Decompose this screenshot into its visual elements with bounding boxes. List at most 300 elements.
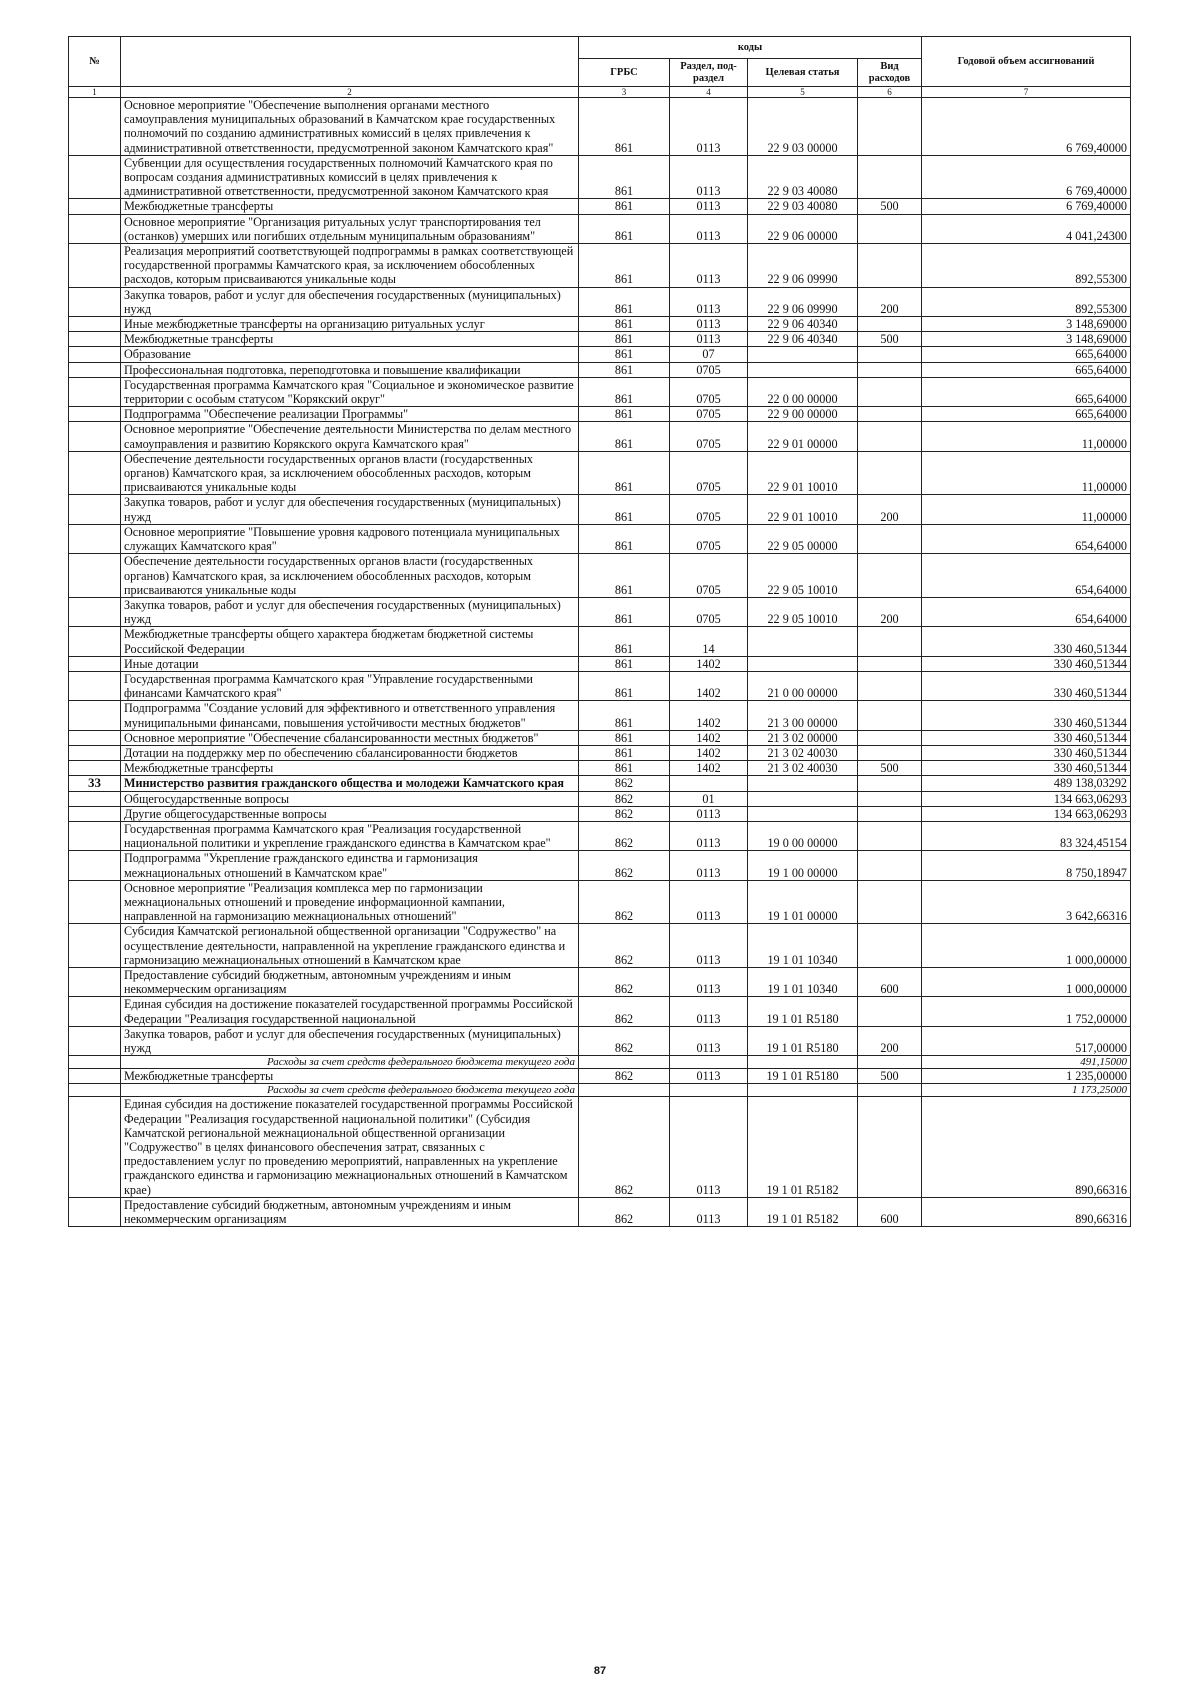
row-vid-rashodov: 200 (858, 287, 922, 316)
row-number (69, 422, 121, 451)
row-grbs: 861 (579, 377, 670, 406)
row-vid-rashodov (858, 656, 922, 671)
row-amount: 330 460,51344 (922, 627, 1131, 656)
row-razdel: 0113 (670, 1097, 748, 1197)
row-name: Профессиональная подготовка, переподготовка и повышение квалификации (121, 362, 579, 377)
row-tselevaya: 21 0 00 00000 (748, 671, 858, 700)
row-amount: 6 769,40000 (922, 98, 1131, 156)
table-row (69, 422, 1131, 451)
row-tselevaya: 21 3 00 00000 (748, 701, 858, 730)
row-grbs (579, 1056, 670, 1069)
row-tselevaya: 21 3 02 40030 (748, 761, 858, 776)
row-number (69, 730, 121, 745)
row-tselevaya (748, 347, 858, 362)
row-amount: 517,00000 (922, 1026, 1131, 1055)
row-amount: 6 769,40000 (922, 199, 1131, 214)
row-tselevaya: 22 9 01 10010 (748, 451, 858, 495)
row-name: Подпрограмма "Создание условий для эффективного и ответственного управления муниципальными финансами, повышения устойчивости местных бюджетов" (121, 701, 579, 730)
row-number (69, 1026, 121, 1055)
header-vid: Вид расходов (858, 59, 922, 87)
row-vid-rashodov (858, 880, 922, 924)
row-razdel: 0113 (670, 997, 748, 1026)
row-grbs: 862 (579, 851, 670, 880)
row-razdel: 0113 (670, 98, 748, 156)
row-tselevaya: 22 9 06 09990 (748, 244, 858, 288)
row-number (69, 244, 121, 288)
row-grbs: 862 (579, 776, 670, 791)
row-tselevaya: 22 9 05 10010 (748, 554, 858, 598)
row-number (69, 1084, 121, 1097)
row-vid-rashodov (858, 730, 922, 745)
table-row (69, 1026, 1131, 1055)
row-number (69, 967, 121, 996)
row-tselevaya: 19 1 01 R5182 (748, 1097, 858, 1197)
row-razdel: 0705 (670, 524, 748, 553)
row-amount: 134 663,06293 (922, 806, 1131, 821)
table-row (69, 1197, 1131, 1226)
table-row (69, 287, 1131, 316)
row-tselevaya (748, 656, 858, 671)
row-vid-rashodov (858, 1084, 922, 1097)
row-number (69, 362, 121, 377)
row-grbs: 861 (579, 745, 670, 760)
row-number (69, 347, 121, 362)
table-body (69, 98, 1131, 1227)
row-amount: 1 000,00000 (922, 924, 1131, 968)
row-amount: 330 460,51344 (922, 745, 1131, 760)
row-name: Министерство развития гражданского общества и молодежи Камчатского края (121, 776, 579, 791)
row-vid-rashodov (858, 554, 922, 598)
row-amount: 330 460,51344 (922, 656, 1131, 671)
row-number (69, 287, 121, 316)
row-razdel: 0113 (670, 317, 748, 332)
header-num: 3 (579, 87, 670, 98)
row-number (69, 806, 121, 821)
row-grbs: 862 (579, 791, 670, 806)
row-name: Основное мероприятие "Организация ритуальных услуг транспортирования тел (останков) умерших или погибших отдельным муниципальным образованиям" (121, 214, 579, 243)
row-vid-rashodov (858, 806, 922, 821)
row-number (69, 554, 121, 598)
row-amount: 330 460,51344 (922, 761, 1131, 776)
row-razdel: 1402 (670, 761, 748, 776)
row-tselevaya: 22 0 00 00000 (748, 377, 858, 406)
table-row (69, 407, 1131, 422)
row-name: Расходы за счет средств федерального бюджета текущего года (121, 1084, 579, 1097)
row-name: Основное мероприятие "Реализация комплекса мер по гармонизации межнациональных отношений и проведение информационной кампании, направленной на гармонизацию межнациональных отношений" (121, 880, 579, 924)
row-amount: 1 752,00000 (922, 997, 1131, 1026)
row-number (69, 451, 121, 495)
row-razdel: 0113 (670, 199, 748, 214)
row-name: Обеспечение деятельности государственных органов власти (государственных органов) Камчатского края, за исключением обособленных расходов, которым присваиваются уникальные коды (121, 554, 579, 598)
row-grbs: 862 (579, 997, 670, 1026)
row-number (69, 377, 121, 406)
row-vid-rashodov: 600 (858, 1197, 922, 1226)
row-razdel: 1402 (670, 701, 748, 730)
row-amount: 654,64000 (922, 597, 1131, 626)
row-razdel (670, 776, 748, 791)
row-name: Государственная программа Камчатского края "Реализация государственной национальной политики и укрепление гражданского единства в Камчатском крае" (121, 821, 579, 850)
row-amount: 330 460,51344 (922, 701, 1131, 730)
row-grbs: 862 (579, 821, 670, 850)
row-vid-rashodov (858, 377, 922, 406)
row-vid-rashodov (858, 407, 922, 422)
row-number (69, 1097, 121, 1197)
row-razdel: 1402 (670, 656, 748, 671)
row-tselevaya: 19 1 01 10340 (748, 967, 858, 996)
row-vid-rashodov (858, 671, 922, 700)
row-tselevaya: 22 9 06 40340 (748, 317, 858, 332)
table-row (69, 332, 1131, 347)
row-name: Межбюджетные трансферты (121, 1069, 579, 1084)
budget-table (68, 36, 1131, 1227)
row-grbs: 861 (579, 347, 670, 362)
row-name: Основное мероприятие "Обеспечение выполнения органами местного самоуправления муниципальных образований в Камчатском крае государственных полномочий по созданию административных комиссий в целях привлечения к административной ответственности, предусмотренной законом Камчатского края" (121, 98, 579, 156)
row-vid-rashodov (858, 745, 922, 760)
row-tselevaya: 22 9 05 10010 (748, 597, 858, 626)
row-razdel: 0113 (670, 851, 748, 880)
row-name: Предоставление субсидий бюджетным, автономным учреждениям и иным некоммерческим организациям (121, 1197, 579, 1226)
row-grbs: 861 (579, 362, 670, 377)
table-row (69, 377, 1131, 406)
row-name: Закупка товаров, работ и услуг для обеспечения государственных (муниципальных) нужд (121, 287, 579, 316)
row-name: Межбюджетные трансферты общего характера бюджетам бюджетной системы Российской Федерации (121, 627, 579, 656)
row-number (69, 332, 121, 347)
row-name: Дотации на поддержку мер по обеспечению сбалансированности бюджетов (121, 745, 579, 760)
row-number: 33 (69, 776, 121, 791)
row-number (69, 924, 121, 968)
row-razdel: 0113 (670, 214, 748, 243)
row-tselevaya: 19 1 01 10340 (748, 924, 858, 968)
header-numbers-row (69, 87, 1131, 98)
row-razdel: 0113 (670, 967, 748, 996)
row-vid-rashodov (858, 924, 922, 968)
header-num: 1 (69, 87, 121, 98)
row-vid-rashodov (858, 791, 922, 806)
row-name: Субвенции для осуществления государственных полномочий Камчатского края по вопросам создания административных комиссий в целях привлечения к административной ответственности, предусмотренной законом Камчатского края (121, 155, 579, 199)
row-tselevaya: 22 9 05 00000 (748, 524, 858, 553)
row-name: Закупка товаров, работ и услуг для обеспечения государственных (муниципальных) нужд (121, 597, 579, 626)
row-number (69, 1197, 121, 1226)
header-amount: Годовой объем ассигнований (922, 37, 1131, 87)
table-row (69, 851, 1131, 880)
row-number (69, 317, 121, 332)
row-tselevaya: 19 1 00 00000 (748, 851, 858, 880)
row-grbs: 862 (579, 1197, 670, 1226)
row-vid-rashodov (858, 776, 922, 791)
row-number (69, 1069, 121, 1084)
row-name: Иные дотации (121, 656, 579, 671)
row-razdel: 0705 (670, 597, 748, 626)
row-name: Государственная программа Камчатского края "Управление государственными финансами Камчатского края" (121, 671, 579, 700)
row-razdel: 14 (670, 627, 748, 656)
row-name: Обеспечение деятельности государственных органов власти (государственных органов) Камчатского края, за исключением обособленных расходов, которым присваиваются уникальные коды (121, 451, 579, 495)
page-number: 87 (593, 1665, 607, 1677)
row-grbs: 862 (579, 1026, 670, 1055)
row-tselevaya (748, 776, 858, 791)
row-tselevaya: 22 9 03 40080 (748, 199, 858, 214)
row-razdel: 0113 (670, 1026, 748, 1055)
row-amount: 665,64000 (922, 362, 1131, 377)
row-grbs: 861 (579, 407, 670, 422)
row-razdel: 0705 (670, 362, 748, 377)
row-number (69, 495, 121, 524)
row-grbs: 862 (579, 806, 670, 821)
table-row (69, 924, 1131, 968)
row-grbs: 861 (579, 199, 670, 214)
table-row (69, 451, 1131, 495)
row-amount: 83 324,45154 (922, 821, 1131, 850)
row-vid-rashodov: 500 (858, 199, 922, 214)
row-razdel: 07 (670, 347, 748, 362)
row-tselevaya: 22 9 00 00000 (748, 407, 858, 422)
row-grbs: 861 (579, 627, 670, 656)
row-amount: 1 235,00000 (922, 1069, 1131, 1084)
row-number (69, 407, 121, 422)
row-grbs: 861 (579, 287, 670, 316)
table-row (69, 554, 1131, 598)
table-row (69, 761, 1131, 776)
row-tselevaya (748, 1084, 858, 1097)
row-grbs: 862 (579, 1097, 670, 1197)
header-razdel: Раздел, под-раздел (670, 59, 748, 87)
table-row (69, 627, 1131, 656)
table-row (69, 362, 1131, 377)
row-tselevaya: 19 1 01 R5180 (748, 1069, 858, 1084)
table-row (69, 1069, 1131, 1084)
row-number (69, 214, 121, 243)
table-row (69, 701, 1131, 730)
row-name: Основное мероприятие "Обеспечение деятельности Министерства по делам местного самоуправления и развитию Корякского округа Камчатского края" (121, 422, 579, 451)
row-tselevaya (748, 806, 858, 821)
table-row (69, 597, 1131, 626)
row-razdel: 0113 (670, 1069, 748, 1084)
row-grbs: 861 (579, 422, 670, 451)
row-amount: 892,55300 (922, 287, 1131, 316)
header-num: 6 (858, 87, 922, 98)
row-name: Единая субсидия на достижение показателей государственной программы Российской Федерации "Реализация государственной национальной (121, 997, 579, 1026)
table-row (69, 806, 1131, 821)
row-vid-rashodov (858, 821, 922, 850)
row-razdel: 0113 (670, 821, 748, 850)
row-amount: 890,66316 (922, 1197, 1131, 1226)
row-amount: 134 663,06293 (922, 791, 1131, 806)
row-number (69, 851, 121, 880)
row-number (69, 656, 121, 671)
row-tselevaya: 19 0 00 00000 (748, 821, 858, 850)
table-row (69, 776, 1131, 791)
row-tselevaya: 19 1 01 R5182 (748, 1197, 858, 1226)
row-razdel (670, 1084, 748, 1097)
row-number (69, 791, 121, 806)
row-grbs: 861 (579, 451, 670, 495)
row-vid-rashodov (858, 98, 922, 156)
row-name: Реализация мероприятий соответствующей подпрограммы в рамках соответствующей государственной программы Камчатского края, за исключением обособленных расходов, которым присваиваются уникальные коды (121, 244, 579, 288)
row-vid-rashodov (858, 627, 922, 656)
row-grbs: 861 (579, 155, 670, 199)
row-razdel: 0113 (670, 806, 748, 821)
row-name: Подпрограмма "Укрепление гражданского единства и гармонизация межнациональных отношений в Камчатском крае" (121, 851, 579, 880)
header-num: 5 (748, 87, 858, 98)
row-vid-rashodov: 200 (858, 597, 922, 626)
row-vid-rashodov (858, 997, 922, 1026)
row-amount: 11,00000 (922, 495, 1131, 524)
row-number (69, 761, 121, 776)
row-razdel: 1402 (670, 730, 748, 745)
row-razdel: 1402 (670, 745, 748, 760)
row-vid-rashodov (858, 1056, 922, 1069)
header-num: 2 (121, 87, 579, 98)
row-grbs: 861 (579, 730, 670, 745)
row-name: Основное мероприятие "Повышение уровня кадрового потенциала муниципальных служащих Камчатского края" (121, 524, 579, 553)
row-vid-rashodov (858, 214, 922, 243)
row-tselevaya: 22 9 03 40080 (748, 155, 858, 199)
row-vid-rashodov (858, 422, 922, 451)
row-razdel: 0705 (670, 451, 748, 495)
row-amount: 665,64000 (922, 347, 1131, 362)
row-vid-rashodov: 500 (858, 1069, 922, 1084)
row-razdel: 0113 (670, 332, 748, 347)
row-vid-rashodov (858, 701, 922, 730)
row-name: Закупка товаров, работ и услуг для обеспечения государственных (муниципальных) нужд (121, 495, 579, 524)
row-grbs: 861 (579, 98, 670, 156)
row-amount: 11,00000 (922, 451, 1131, 495)
row-number (69, 98, 121, 156)
row-number (69, 997, 121, 1026)
row-vid-rashodov: 500 (858, 761, 922, 776)
row-amount: 890,66316 (922, 1097, 1131, 1197)
row-razdel: 0705 (670, 407, 748, 422)
table-row (69, 1097, 1131, 1197)
row-grbs: 861 (579, 761, 670, 776)
row-tselevaya: 19 1 01 R5180 (748, 1026, 858, 1055)
table-row (69, 821, 1131, 850)
header-codes: коды (579, 37, 922, 59)
row-name: Подпрограмма "Обеспечение реализации Программы" (121, 407, 579, 422)
row-razdel: 1402 (670, 671, 748, 700)
row-number (69, 880, 121, 924)
row-tselevaya: 21 3 02 00000 (748, 730, 858, 745)
row-amount: 665,64000 (922, 407, 1131, 422)
row-number (69, 199, 121, 214)
row-name: Субсидия Камчатской региональной общественной организации "Содружество" на осуществление деятельности, направленной на укрепление гражданского единства и гармонизацию межнациональных отношений в Камчатском крае (121, 924, 579, 968)
row-grbs: 861 (579, 524, 670, 553)
federal-expense-row (69, 1084, 1131, 1097)
row-vid-rashodov (858, 317, 922, 332)
row-name: Расходы за счет средств федерального бюджета текущего года (121, 1056, 579, 1069)
row-razdel: 0705 (670, 422, 748, 451)
row-amount: 330 460,51344 (922, 671, 1131, 700)
table-header (69, 37, 1131, 98)
table-row (69, 155, 1131, 199)
header-num: 4 (670, 87, 748, 98)
row-name: Межбюджетные трансферты (121, 761, 579, 776)
row-amount: 654,64000 (922, 554, 1131, 598)
row-razdel: 0113 (670, 287, 748, 316)
row-name: Иные межбюджетные трансферты на организацию ритуальных услуг (121, 317, 579, 332)
row-vid-rashodov: 500 (858, 332, 922, 347)
table-row (69, 244, 1131, 288)
row-amount: 1 173,25000 (922, 1084, 1131, 1097)
row-razdel: 0113 (670, 880, 748, 924)
table-row (69, 199, 1131, 214)
row-grbs: 862 (579, 1069, 670, 1084)
header-tsel: Целевая статья (748, 59, 858, 87)
row-razdel: 0113 (670, 244, 748, 288)
row-name: Общегосударственные вопросы (121, 791, 579, 806)
row-vid-rashodov (858, 244, 922, 288)
row-grbs: 861 (579, 214, 670, 243)
header-num: 7 (922, 87, 1131, 98)
header-grbs: ГРБС (579, 59, 670, 87)
row-number (69, 671, 121, 700)
row-razdel: 0113 (670, 155, 748, 199)
row-vid-rashodov (858, 362, 922, 377)
row-razdel: 0705 (670, 554, 748, 598)
row-razdel: 0113 (670, 1197, 748, 1226)
row-amount: 892,55300 (922, 244, 1131, 288)
row-vid-rashodov (858, 851, 922, 880)
row-vid-rashodov (858, 1097, 922, 1197)
row-grbs: 861 (579, 317, 670, 332)
row-tselevaya: 22 9 06 09990 (748, 287, 858, 316)
row-number (69, 745, 121, 760)
row-amount: 654,64000 (922, 524, 1131, 553)
row-tselevaya: 22 9 06 00000 (748, 214, 858, 243)
row-razdel: 0113 (670, 924, 748, 968)
row-tselevaya: 22 9 01 00000 (748, 422, 858, 451)
row-name: Закупка товаров, работ и услуг для обеспечения государственных (муниципальных) нужд (121, 1026, 579, 1055)
row-vid-rashodov (858, 347, 922, 362)
table-row (69, 524, 1131, 553)
row-tselevaya: 19 1 01 R5180 (748, 997, 858, 1026)
row-grbs: 861 (579, 554, 670, 598)
row-amount: 491,15000 (922, 1056, 1131, 1069)
row-grbs: 862 (579, 880, 670, 924)
row-grbs: 862 (579, 967, 670, 996)
row-razdel: 0705 (670, 495, 748, 524)
row-amount: 4 041,24300 (922, 214, 1131, 243)
row-vid-rashodov: 600 (858, 967, 922, 996)
row-vid-rashodov (858, 524, 922, 553)
row-vid-rashodov: 200 (858, 1026, 922, 1055)
table-row (69, 880, 1131, 924)
row-amount: 3 642,66316 (922, 880, 1131, 924)
row-tselevaya: 22 9 06 40340 (748, 332, 858, 347)
row-grbs: 861 (579, 701, 670, 730)
row-tselevaya (748, 1056, 858, 1069)
federal-expense-row (69, 1056, 1131, 1069)
row-vid-rashodov (858, 451, 922, 495)
row-grbs (579, 1084, 670, 1097)
table-row (69, 214, 1131, 243)
row-amount: 3 148,69000 (922, 332, 1131, 347)
row-tselevaya (748, 362, 858, 377)
row-amount: 489 138,03292 (922, 776, 1131, 791)
row-amount: 11,00000 (922, 422, 1131, 451)
row-name: Предоставление субсидий бюджетным, автономным учреждениям и иным некоммерческим организациям (121, 967, 579, 996)
row-tselevaya (748, 627, 858, 656)
row-grbs: 861 (579, 671, 670, 700)
row-grbs: 861 (579, 332, 670, 347)
row-grbs: 861 (579, 244, 670, 288)
row-number (69, 597, 121, 626)
row-name: Образование (121, 347, 579, 362)
table-row (69, 317, 1131, 332)
row-amount: 3 148,69000 (922, 317, 1131, 332)
row-razdel (670, 1056, 748, 1069)
row-amount: 1 000,00000 (922, 967, 1131, 996)
table-row (69, 98, 1131, 156)
